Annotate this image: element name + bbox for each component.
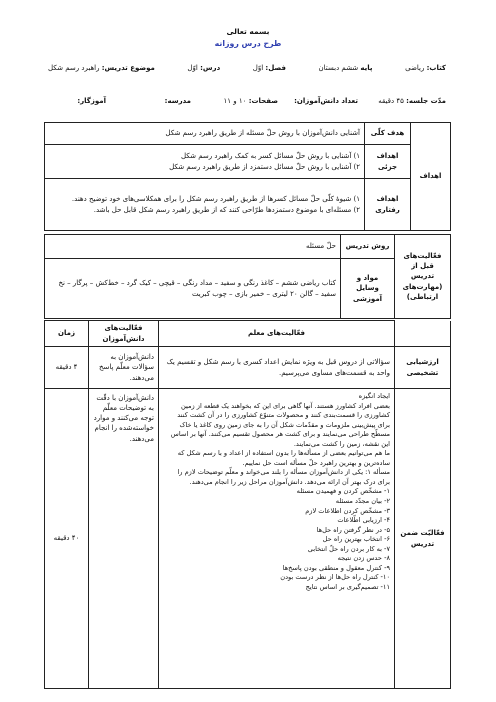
partial-goals-label: اهداف جزئی bbox=[365, 145, 411, 179]
assessment-label: ارزشیابی تشخیصی bbox=[395, 347, 451, 389]
chapter-field: فصل: اوّل bbox=[252, 64, 286, 72]
teaching-time: ۴۰ دقیقه bbox=[45, 389, 89, 689]
partial-goal-item: ۱) آشنایی با روش حلّ مسائل کسر به کمک راهبرد رسم شکل bbox=[180, 152, 360, 161]
intro-paragraph: مسأله ۱: یکی از دانش‌آموزان مسأله را بلند می‌خواند و معلّم توضیحات لازم را برای درک بهتر آن ارائه می‌دهد. دانش‌آموزان مراحل زیر را انجام می‌دهند. bbox=[177, 468, 390, 486]
method-label: روش تدریس bbox=[341, 235, 395, 259]
book-field: کتاب: ریاضی bbox=[405, 64, 446, 72]
behavioral-goals-label: اهداف رفتاری bbox=[365, 179, 411, 231]
partial-goal-item: ۲) آشنایی با روش حلّ مسائل دستمزد از طریق راهبرد رسم شکل bbox=[169, 162, 360, 171]
grade-field: پایه ششم دبستان bbox=[318, 64, 373, 72]
duration-field: مدّت جلسه: ۴۵ دقیقه bbox=[378, 97, 446, 105]
intro-paragraph: ایجاد انگیزه bbox=[358, 392, 390, 400]
step-item: ۵- در نظر گرفتن راه حل‌ها bbox=[316, 525, 390, 534]
step-item: ۸- حدس زدن نتیجه bbox=[337, 554, 390, 563]
partial-goals-list bbox=[45, 145, 365, 179]
teaching-student-text: دانش‌آموزان با دقّت به توضیحات معلّم توجه می‌کنند و موارد خواسته‌شده را انجام می‌دهند. bbox=[89, 389, 159, 689]
step-item: ۱۰- کنترل راه حل‌ها از نظر درست بودن bbox=[280, 573, 390, 582]
behavioral-goal-item: ۱) شیوۀ کلّی حلّ مسائل کسرها از طریق راهبرد رسم شکل را برای همکلاسی‌های خود توضیح دهند. bbox=[71, 195, 360, 204]
step-item: ۶- انتخاب بهترین راه حل bbox=[322, 535, 390, 544]
teacher-col-header: فعّالیت‌های معلم bbox=[159, 321, 395, 347]
pre-activities-label: فعّالیت‌های قبل از تدریس (مهارت‌های ارتباطی) bbox=[395, 235, 451, 319]
lesson-field: درس: اوّل bbox=[187, 64, 221, 72]
intro-paragraph: بعضی افراد کشاورز هستند. آنها گاهی برای این که بخواهند یک قطعه از زمین کشاورزی را قسمت‌بندی کنند و محصولات متنوّع کشاورزی را در آن کشت کنند برای پیش‌بینی ملزومات و مقدّمات شکل آن را به جای زمین روی کاغذ یا خاک مسطّح طراحی می‌نمایند و برای کشت هر محصول تقسیم می‌کنند. آنها بر اساس این نقشه، زمین را کشت می‌نمایند. bbox=[170, 401, 390, 448]
student-col-header: فعّالیت‌های دانش‌آموزان bbox=[89, 321, 159, 347]
assessment-time: ۴ دقیقه bbox=[45, 347, 89, 389]
general-goal-label: هدف کلّی bbox=[365, 123, 411, 145]
teaching-teacher-cell bbox=[159, 389, 395, 689]
topic-field: موضوع تدریس: راهبرد رسم شکل bbox=[48, 64, 155, 72]
intro-paragraph: ما هم می‌توانیم بعضی از مسأله‌ها را بدون استفاده از اعداد و با رسم شکل که ساده‌ترین و بهترین راهبرد حلّ مسأله است حل نماییم. bbox=[177, 449, 390, 467]
materials-label: مواد و وسایل آموزشی bbox=[341, 259, 395, 319]
time-col-header: زمان bbox=[45, 321, 89, 347]
page-title: طرح درس روزانه bbox=[214, 38, 282, 48]
header-block bbox=[0, 27, 496, 49]
activities-table bbox=[44, 320, 451, 689]
behavioral-goal-item: ۲) مسئله‌ای با موضوع دستمزدها طرّاحی کنند که از طریق راهبرد رسم شکل قابل حل باشد. bbox=[93, 205, 360, 214]
step-item: ۱- مشخّص کردن و فهمیدن مسئله bbox=[296, 487, 390, 496]
goals-table bbox=[44, 122, 451, 231]
pages-field: صفحات: ۱۰ و ۱۱ bbox=[223, 97, 278, 105]
step-item: ۳- مشخّص کردن اطلاعات لازم bbox=[305, 506, 390, 515]
teacher-field: آموزگار: bbox=[77, 97, 106, 105]
step-item: ۹- کنترل معقول و منطقی بودن پاسخ‌ها bbox=[282, 563, 390, 572]
assessment-teacher-text: سؤالاتی از دروس قبل به ویژه نمایش اعداد کسری با رسم شکل و تقسیم یک واحد به قسمت‌های مساوی می‌پرسیم. bbox=[159, 347, 395, 389]
step-item: ۱۱- تصمیم‌گیری بر اساس نتایج bbox=[305, 582, 390, 591]
steps-list bbox=[163, 487, 390, 592]
info-row-1 bbox=[48, 63, 446, 73]
behavioral-goals-list bbox=[45, 179, 365, 231]
assessment-student-text: دانش‌آموزان به سؤالات معلّم پاسخ می‌دهند. bbox=[89, 347, 159, 389]
step-item: ۲- بیان مجدّد مسئله bbox=[335, 497, 390, 506]
pre-activities-table bbox=[44, 234, 451, 319]
step-item: ۷- به کار بردن راه حلّ انتخابی bbox=[307, 544, 390, 553]
basmala: بسمه تعالی bbox=[226, 27, 270, 36]
school-field: مدرسه: bbox=[164, 97, 191, 105]
teaching-label: فعّالیّت ضمن تدریس bbox=[395, 389, 451, 689]
general-goal-text: آشنایی دانش‌آموزان با روش حلّ مسئله از طریق راهبرد رسم شکل bbox=[45, 123, 365, 145]
step-item: ۴- ارزیابی اطّلاعات bbox=[337, 516, 390, 525]
head-blank bbox=[395, 321, 451, 347]
goals-section-label: اهداف bbox=[411, 123, 451, 231]
materials-text: کتاب ریاضی ششم – کاغذ رنگی و سفید – مداد رنگی – قیچی – کیک گرد – خط‌کش – پرگار – نخ سفید – گالن ۲۰ لیتری – خمیر بازی – چوب کبریت bbox=[45, 259, 341, 319]
teaching-intro bbox=[163, 392, 390, 487]
method-text: حلّ مسئله bbox=[45, 235, 341, 259]
info-row-2 bbox=[48, 96, 446, 110]
students-field: تعداد دانش‌آموزان: bbox=[294, 97, 358, 105]
